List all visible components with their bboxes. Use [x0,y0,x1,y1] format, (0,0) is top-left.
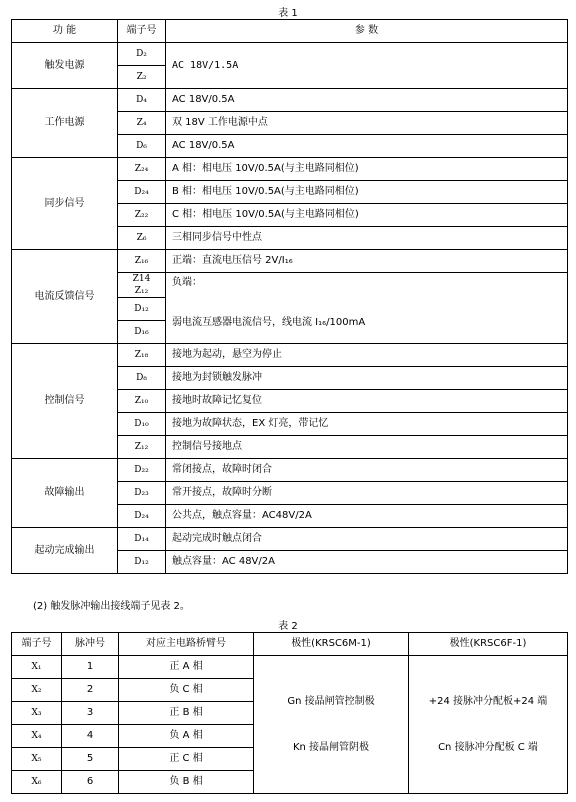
table-row [12,459,568,482]
param-cell: 正端：直流电压信号 2V/I₁₆ [166,250,568,273]
param-negative-label: 负端： [172,277,202,288]
pulse-cell: 5 [62,748,119,771]
table-row [12,656,568,679]
terminal-cell: X₂ [12,679,62,702]
terminal-cell: X₃ [12,702,62,725]
table-row [12,344,568,367]
terminal-cell: Z₁₈ [118,344,166,367]
function-cell: 触发电源 [12,43,118,89]
arm-cell: 负 C 相 [119,679,254,702]
pulse-cell: 4 [62,725,119,748]
table-row [12,528,568,551]
arm-cell: 正 A 相 [119,656,254,679]
table-row [12,158,568,181]
terminal-cell: D₂₄ [118,505,166,528]
arm-cell: 正 B 相 [119,702,254,725]
param-cell: 触点容量：AC 48V/2A [166,551,568,574]
param-cell: 接地为故障状态，EX 灯亮，带记忆 [166,413,568,436]
terminal-cell: D₂₄ [118,181,166,204]
table2-body [12,656,568,794]
param-cell: 接地为封锁触发脉冲 [166,367,568,390]
terminal-function-table [11,19,568,574]
table1-header-row [12,20,568,43]
param-merged-cell [166,273,568,344]
terminal-cell: D₁₄ [118,528,166,551]
terminal-cell: Z₁₆ [118,250,166,273]
table1-body [12,43,568,574]
t2-header-polarity-f: 极性(KRSC6F-1) [409,633,568,656]
terminal-cell: D₂₂ [118,459,166,482]
function-cell: 工作电源 [12,89,118,158]
param-cell: 双 18V 工作电源中点 [166,112,568,135]
terminal-cell: D₂₃ [118,482,166,505]
polarity-m-cell [254,656,409,794]
table-row [12,43,568,66]
polarity-line: +24 接脉冲分配板+24 端 [428,695,548,707]
param-cell: 常闭接点，故障时闭合 [166,459,568,482]
terminal-cell: Z₂₂ [118,204,166,227]
terminal-cell: D₂ [118,43,166,66]
terminal-cell: Z₂₄ [118,158,166,181]
arm-cell: 负 B 相 [119,771,254,794]
param-cell: 控制信号接地点 [166,436,568,459]
param-cell: AC 18V/0.5A [166,135,568,158]
param-cell: AC 18V/0.5A [166,89,568,112]
param-merged-text: 弱电流互感器电流信号，线电流 I₁₆/100mA [172,317,366,328]
terminal-cell: Z14 Z₁₂ [118,273,166,298]
param-cell: C 相：相电压 10V/0.5A(与主电路同相位) [166,204,568,227]
table2-caption: 表 2 [278,621,298,632]
pulse-cell: 6 [62,771,119,794]
terminal-cell: Z₁₀ [118,390,166,413]
terminal-cell: Z₁₂ [118,436,166,459]
terminal-cell: D₁₆ [118,321,166,344]
terminal-cell: D₄ [118,89,166,112]
pulse-output-table [11,632,568,794]
function-cell: 电流反馈信号 [12,250,118,344]
param-cell: 接地为起动，悬空为停止 [166,344,568,367]
polarity-f-cell [409,656,568,794]
param-cell: B 相：相电压 10V/0.5A(与主电路同相位) [166,181,568,204]
terminal-cell: D₆ [118,135,166,158]
t2-header-arm: 对应主电路桥臂号 [119,633,254,656]
param-cell: 常开接点，故障时分断 [166,482,568,505]
param-cell: 接地时故障记忆复位 [166,390,568,413]
table2-header-row [12,633,568,656]
header-params: 参 数 [166,20,568,43]
terminal-cell: D₈ [118,367,166,390]
param-cell: 起动完成时触点闭合 [166,528,568,551]
terminal-cell: Z₆ [118,227,166,250]
table1-caption: 表 1 [278,8,298,19]
polarity-line: Kn 接晶闸管阴极 [292,741,370,753]
t2-header-pulse: 脉冲号 [62,633,119,656]
function-cell: 同步信号 [12,158,118,250]
terminal-cell: Z₂ [118,66,166,89]
t2-header-terminal: 端子号 [12,633,62,656]
param-cell: 三相同步信号中性点 [166,227,568,250]
terminal-cell: X₅ [12,748,62,771]
terminal-cell: Z₄ [118,112,166,135]
terminal-cell: X₆ [12,771,62,794]
function-cell: 故障输出 [12,459,118,528]
note-text: (2) 触发脉冲输出接线端子见表 2。 [33,601,190,612]
polarity-line: Cn 接脉冲分配板 C 端 [438,741,538,753]
arm-cell: 正 C 相 [119,748,254,771]
function-cell: 控制信号 [12,344,118,459]
terminal-cell: D₁₂ [118,551,166,574]
terminal-cell: D₁₀ [118,413,166,436]
table-row [12,250,568,273]
header-function: 功 能 [12,20,118,43]
terminal-cell: X₁ [12,656,62,679]
param-cell: 公共点，触点容量：AC48V/2A [166,505,568,528]
function-cell: 起动完成输出 [12,528,118,574]
pulse-cell: 3 [62,702,119,725]
terminal-cell: D₁₂ [118,298,166,321]
param-cell: A 相：相电压 10V/0.5A(与主电路同相位) [166,158,568,181]
pulse-cell: 1 [62,656,119,679]
polarity-line: Gn 接晶闸管控制极 [287,695,375,707]
t2-header-polarity-m: 极性(KRSC6M-1) [254,633,409,656]
pulse-cell: 2 [62,679,119,702]
terminal-cell: X₄ [12,725,62,748]
arm-cell: 负 A 相 [119,725,254,748]
table-row [12,89,568,112]
param-cell: AC 18V/1.5A [166,43,568,89]
header-terminal: 端子号 [118,20,166,43]
